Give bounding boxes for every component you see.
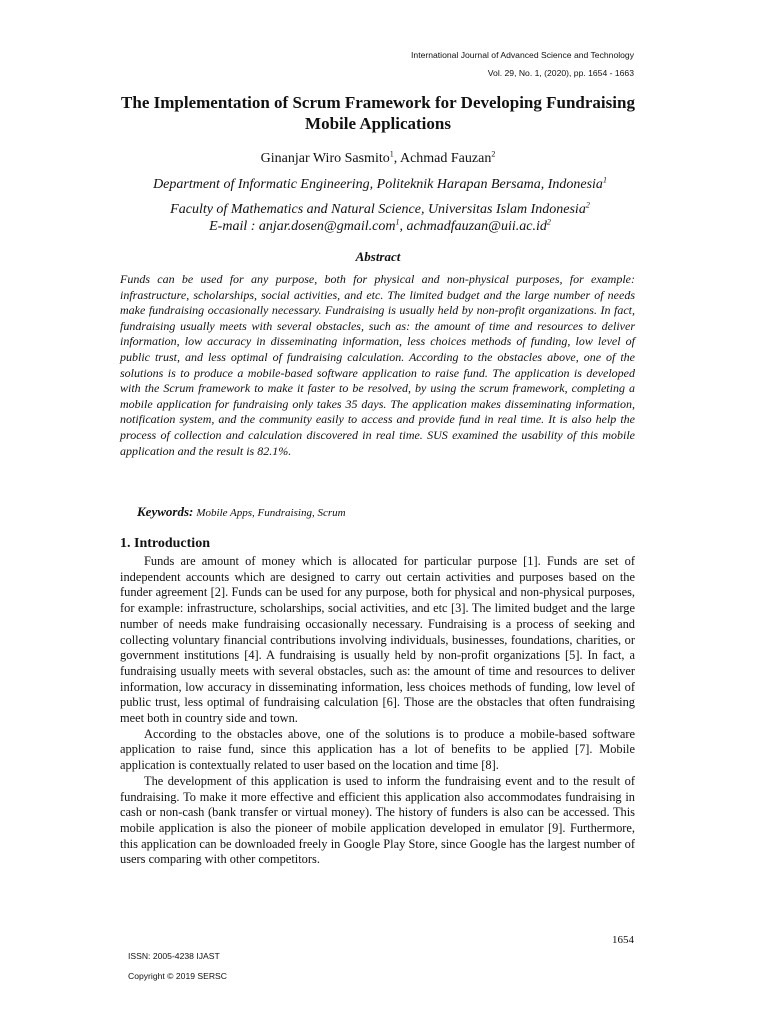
keywords-label: Keywords: [137,504,194,519]
paragraph-3: The development of this application is used to inform the fundraising event and to the result of fundraising. To make it more effective and efficient this application also accommodates fundraising in cash or non-cash (bank transfer or virtual money). The history of funders is also can be accessed. This mobile application is also the pioneer of mobile application developed in emulator [9]. Furthermore, this application can be downloaded freely in Google Play Store, since Google has the largest number of users comparing with other competitors. [120,773,635,867]
affiliation-1 [100,176,660,193]
issn-text: ISSN: 2005-4238 IJAST [128,951,220,961]
section-heading-introduction: 1. Introduction [120,536,210,551]
journal-name: International Journal of Advanced Science and Technology [411,50,634,60]
email-2-mark: 2 [546,217,551,227]
page-number: 1654 [612,934,634,946]
abstract-heading: Abstract [355,249,401,264]
author-separator: , [393,151,400,166]
paragraph-1: Funds are amount of money which is allocated for particular purpose [1]. Funds are set of independent accounts which are designed to carry out certain activities and purposes based on the funder agreement [2]. Funds can be used for any purpose, both for physical and non-physical purposes, for example: infrastructure, scholarships, social activities, and etc [3]. The limited budget and the large number of needs make fundraising occasionally necessary. Fundraising is a process of seeking and collecting voluntary financial contributions involving individuals, businesses, foundations, charities, or government institutions [4]. A fundraising is usually held by non-profit organizations [5]. In fact, a fundraising usually meets with several obstacles, such as: the amount of time and resources to deliver information, low accuracy in disseminating information, less choices methods of funding, low level of public trust, less optimal of fundraising calculation [6]. Those are the obstacles that often fundraising meet both in country side and town. [120,554,635,726]
introduction-body [120,554,635,868]
author-2: Achmad Fauzan [399,151,492,166]
affiliation-2-mark: 2 [585,200,590,210]
email-1: E-mail : anjar.dosen@gmail.com [209,219,396,234]
copyright-text: Copyright © 2019 SERSC [128,971,228,981]
author-1-affil-mark: 1 [389,149,394,159]
abstract-text: Funds can be used for any purpose, both for physical and non-physical purposes, for example: infrastructure, scholarships, social activities, and etc. The limited budget and the large number of needs make fundraising occasionally necessary. Fundraising is usually held by non-profit organizations. In fact, fundraising usually meets with several obstacles, such as: the amount of time and resources to deliver information, low accuracy in disseminating information, less choices methods of funding, low level of public trust, and less optimal of fundraising calculation. According to the obstacles above, one of the solutions is to produce a mobile-based software application to raise fund. The application is developed with the Scrum framework to make it faster to be resolved, by using the scrum framework, completing a mobile application for fundraising only takes 35 days. The application makes disseminating information, notification system, and the community easily to access and provide fund in real time. It is also help the process of collection and calculation discovered in real time. SUS examined the usability of this mobile application and the result is 82.1%. [120,272,635,458]
author-1: Ginanjar Wiro Sasmito [260,151,390,166]
paragraph-2: According to the obstacles above, one of the solutions is to produce a mobile-based software application to raise fund, since this application has a lot of benefits to be applied [7]. Mobile application is contextually related to user based on the location and time [8]. [120,726,635,773]
affiliation-2-text: Faculty of Mathematics and Natural Science, Universitas Islam Indonesia [170,202,586,217]
affiliation-2 [100,201,660,218]
keywords-line [137,504,346,520]
keywords-text: Mobile Apps, Fundraising, Scrum [196,507,346,519]
author-2-affil-mark: 2 [491,149,496,159]
paper-title: The Implementation of Scrum Framework for Developing Fundraising Mobile Applications [121,93,635,133]
journal-header [411,46,634,82]
journal-volume: Vol. 29, No. 1, (2020), pp. 1654 - 1663 [487,68,634,78]
author-line [118,150,638,168]
affiliation-1-mark: 1 [602,175,607,185]
email-1-mark: 1 [395,217,400,227]
affiliation-1-text: Department of Informatic Engineering, Politeknik Harapan Bersama, Indonesia [153,177,603,192]
email-2: , achmadfauzan@uii.ac.id [399,219,547,234]
email-line [100,218,660,235]
page-footer [128,946,227,986]
